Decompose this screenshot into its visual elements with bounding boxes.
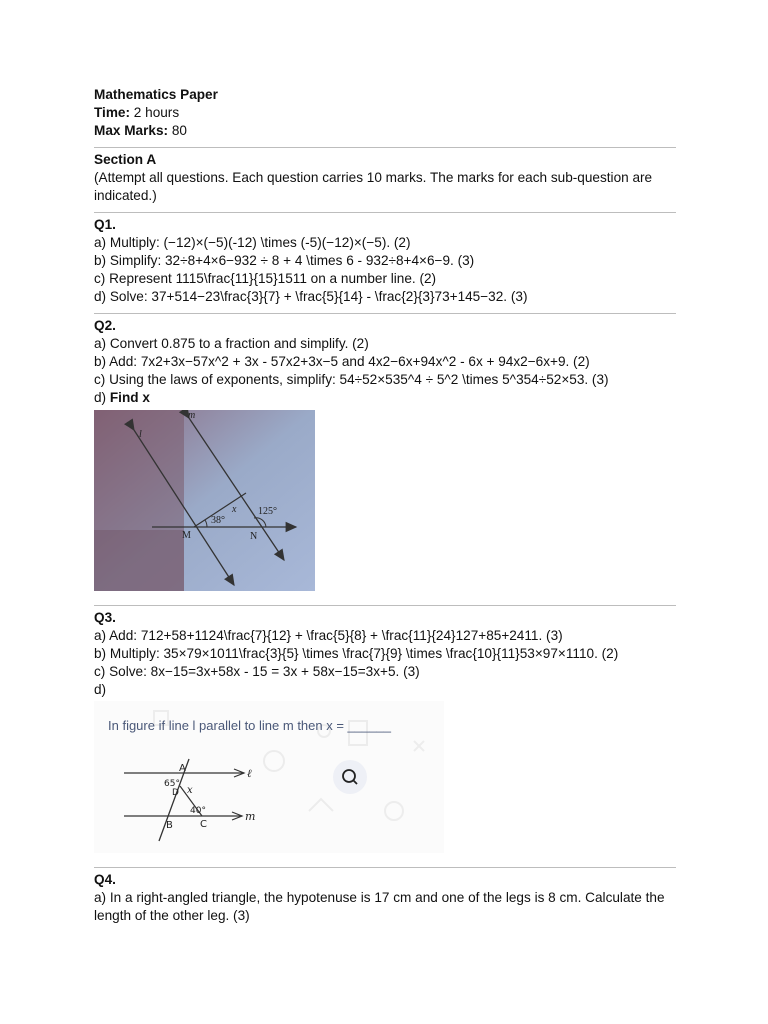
question-part: d) Solve: 37+514−23\frac{3}{7} + \frac{5}{14} - \frac{2}{3}73+145−32. (3) xyxy=(94,289,528,304)
label-65: 65° xyxy=(164,779,180,789)
question-part: d) xyxy=(94,682,107,697)
question-part: a) In a right-angled triangle, the hypotenuse is 17 cm and one of the legs is 8 cm. Calculate the length of the other leg. (3) xyxy=(94,890,665,923)
parallel-lines-figure xyxy=(94,701,444,853)
search-icon[interactable] xyxy=(333,760,367,794)
question-part: d) Find x xyxy=(94,390,150,405)
figure-caption: In figure if line l parallel to line m then x = ______ xyxy=(108,718,391,733)
label-38: 38° xyxy=(211,515,225,526)
divider xyxy=(94,313,676,314)
label-l: ℓ xyxy=(247,767,252,780)
divider xyxy=(94,867,676,868)
label-c: C xyxy=(200,819,207,830)
label-d: D xyxy=(172,788,179,798)
label-40: 40° xyxy=(190,806,206,816)
question-part: c) Using the laws of exponents, simplify: 54÷52×535^4 ÷ 5^2 \times 5^354÷52×53. (3) xyxy=(94,372,609,387)
label-125: 125° xyxy=(258,506,277,517)
label-l: l xyxy=(139,429,142,440)
section-instructions: (Attempt all questions. Each question carries 10 marks. The marks for each sub-question are indicated.) xyxy=(94,170,653,203)
divider xyxy=(94,605,676,606)
label-m: m xyxy=(188,410,196,421)
max-marks-line: Max Marks: 80 xyxy=(94,123,187,138)
question-part: a) Add: 712+58+1124\frac{7}{12} + \frac{5}{8} + \frac{11}{24}127+85+2411. (3) xyxy=(94,628,563,643)
question-part: c) Solve: 8x−15=3x+58x - 15 = 3x + 58x−15=3x+5. (3) xyxy=(94,664,420,679)
question-title: Q4. xyxy=(94,872,116,887)
question-title: Q2. xyxy=(94,318,116,333)
label-point-m: M xyxy=(182,530,191,541)
question-part: b) Simplify: 32÷8+4×6−932 ÷ 8 + 4 \times 6 - 932÷8+4×6−9. (3) xyxy=(94,253,475,268)
time-line: Time: 2 hours xyxy=(94,105,180,120)
label-x: x xyxy=(232,504,237,515)
label-b: B xyxy=(166,820,173,831)
transversal-angle-figure xyxy=(94,410,315,591)
divider xyxy=(94,147,676,148)
question-part: a) Convert 0.875 to a fraction and simplify. (2) xyxy=(94,336,369,351)
label-point-n: N xyxy=(250,531,258,542)
question-part: a) Multiply: (−12)×(−5)(-12) \times (-5)(−12)×(−5). (2) xyxy=(94,235,411,250)
exam-paper xyxy=(94,86,676,925)
question-part: c) Represent 1115\frac{11}{15}1511 on a number line. (2) xyxy=(94,271,437,286)
divider xyxy=(94,212,676,213)
label-x: x xyxy=(187,785,193,796)
label-m: m xyxy=(245,810,256,823)
question-title: Q3. xyxy=(94,610,116,625)
section-title: Section A xyxy=(94,152,157,167)
paper-title: Mathematics Paper xyxy=(94,87,218,102)
label-a: A xyxy=(179,763,186,774)
question-part: b) Add: 7x2+3x−57x^2 + 3x - 57x2+3x−5 and 4x2−6x+94x^2 - 6x + 94x2−6x+9. (2) xyxy=(94,354,590,369)
question-title: Q1. xyxy=(94,217,116,232)
question-part: b) Multiply: 35×79×1011\frac{3}{5} \times \frac{7}{9} \times \frac{10}{11}53×97×1110. (2) xyxy=(94,646,619,661)
